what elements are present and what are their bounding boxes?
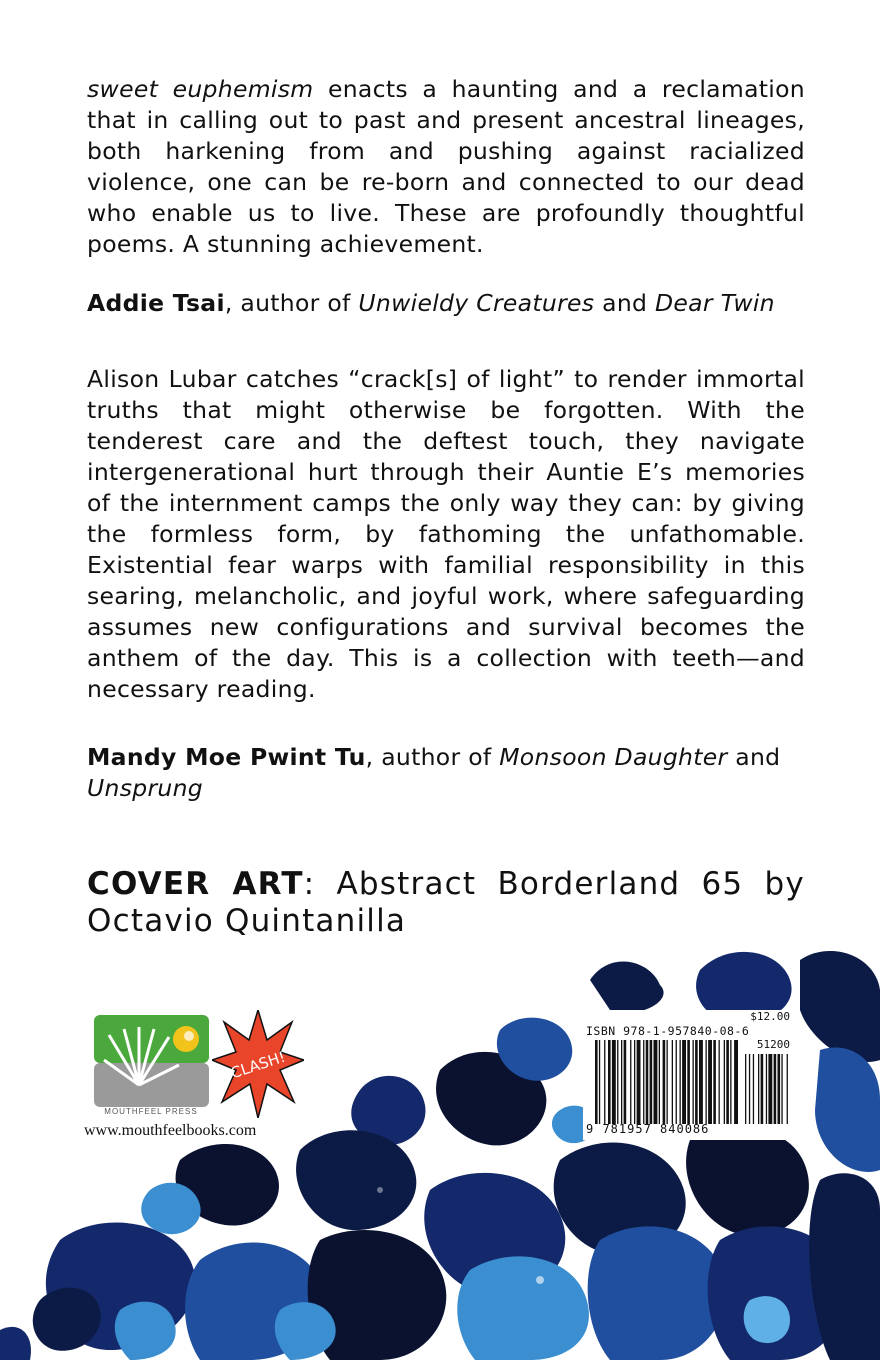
barcode-bars	[595, 1040, 790, 1124]
author-name: Addie Tsai	[87, 289, 225, 317]
barcode-bar	[667, 1040, 668, 1124]
price-label: $12.00	[750, 1010, 790, 1023]
author-book-title: Dear Twin	[655, 289, 775, 317]
author-book-title: Unwieldy Creatures	[358, 289, 595, 317]
barcode-bar	[781, 1054, 782, 1124]
barcode-bar	[608, 1040, 611, 1124]
barcode-digits: 9 781957 840086	[586, 1122, 710, 1136]
barcode-bar	[695, 1040, 698, 1124]
barcode-bar	[787, 1054, 788, 1124]
attribution-text: , author of	[224, 289, 359, 317]
barcode-bar	[654, 1040, 658, 1124]
barcode-bar	[766, 1054, 767, 1124]
blurb-text: Alison Lubar catches “crack[s] of light” to render immortal truths that might otherwise be forgotten. With the tenderest care and the deftest touch, they navigate intergenerational hurt through their Auntie E’s memories of the internment camps the only way they can: by giving the formless form, by fathoming the unfathomable. Existential fear warps with familial responsibility in this searing, melancholic, and joyful work, where safeguarding assumes new configurations and survival becomes the anthem of the day. This is a collection with teeth—and necessary reading.	[87, 365, 805, 703]
attribution-text: , author of	[365, 743, 500, 771]
barcode-bar	[624, 1040, 627, 1124]
barcode-bar	[734, 1040, 738, 1124]
cover-art-label: COVER ART	[87, 866, 304, 902]
barcode-bar	[650, 1040, 653, 1124]
barcode-bar	[682, 1040, 686, 1124]
barcode-bar	[687, 1040, 690, 1124]
isbn-label: ISBN 978-1-957840-08-6	[586, 1024, 750, 1038]
barcode-bar	[761, 1054, 764, 1124]
barcode-bar	[659, 1040, 660, 1124]
supplement-code: 51200	[756, 1038, 790, 1051]
barcode-bar	[699, 1040, 703, 1124]
barcode-bar	[599, 1040, 600, 1124]
isbn-barcode	[583, 1010, 798, 1140]
blurb-paragraph-2	[87, 364, 805, 705]
barcode-bar	[768, 1054, 772, 1124]
publisher-logos	[84, 1010, 324, 1145]
press-name: MOUTHFEEL PRESS	[104, 1107, 198, 1116]
barcode-bar	[646, 1040, 649, 1124]
barcode-bar	[730, 1040, 731, 1124]
barcode-bar	[604, 1040, 605, 1124]
barcode-bar	[719, 1040, 720, 1124]
barcode-bar	[708, 1040, 712, 1124]
barcode-bar	[612, 1040, 616, 1124]
cover-artwork-image	[0, 940, 880, 1360]
blurb-text: enacts a haunting and a reclamation that in calling out to past and present ancestral lineages, both harkening from and pushing against racialized violence, one can be re-born and connected to our dead who enable us to live. These are profoundly thoughtful poems. A stunning achievement.	[87, 75, 805, 258]
barcode-bar	[680, 1040, 681, 1124]
author-book-title: Monsoon Daughter	[499, 743, 728, 771]
barcode-bar	[617, 1040, 618, 1124]
cover-art-text: : Abstract Borderland 65 by Octavio Quintanilla	[87, 866, 805, 939]
clash-logo-icon	[212, 1010, 304, 1118]
barcode-bar	[693, 1040, 694, 1124]
clash-text: CLASH!	[228, 1047, 288, 1083]
barcode-bar	[595, 1040, 598, 1124]
cover-art-credit	[87, 866, 805, 940]
barcode-bar	[713, 1040, 716, 1124]
barcode-bar	[634, 1040, 635, 1124]
barcode-bar	[726, 1040, 729, 1124]
barcode-bar	[643, 1040, 644, 1124]
barcode-bar	[630, 1040, 631, 1124]
barcode-bar	[621, 1040, 622, 1124]
barcode-bar	[749, 1054, 750, 1124]
barcode-bar	[778, 1054, 781, 1124]
attribution-conjunction: and	[594, 289, 655, 317]
mouthfeel-press-logo-icon	[94, 1015, 209, 1107]
barcode-bar	[758, 1054, 759, 1124]
barcode-bar	[724, 1040, 725, 1124]
barcode-bar	[637, 1040, 641, 1124]
barcode-bar	[753, 1054, 754, 1124]
barcode-bar	[774, 1054, 777, 1124]
author-book-title: Unsprung	[87, 774, 204, 802]
barcode-bar	[706, 1040, 707, 1124]
blurb-attribution-1	[87, 288, 805, 319]
barcode-bar	[676, 1040, 677, 1124]
attribution-conjunction: and	[727, 743, 781, 771]
book-title: sweet euphemism	[87, 75, 314, 103]
publisher-website: www.mouthfeelbooks.com	[84, 1122, 257, 1139]
blurb-paragraph-1	[87, 74, 805, 260]
barcode-bar	[663, 1040, 666, 1124]
blurb-attribution-2	[87, 742, 805, 804]
author-name: Mandy Moe Pwint Tu	[87, 743, 366, 771]
barcode-bar	[745, 1054, 746, 1124]
barcode-bar	[672, 1040, 673, 1124]
